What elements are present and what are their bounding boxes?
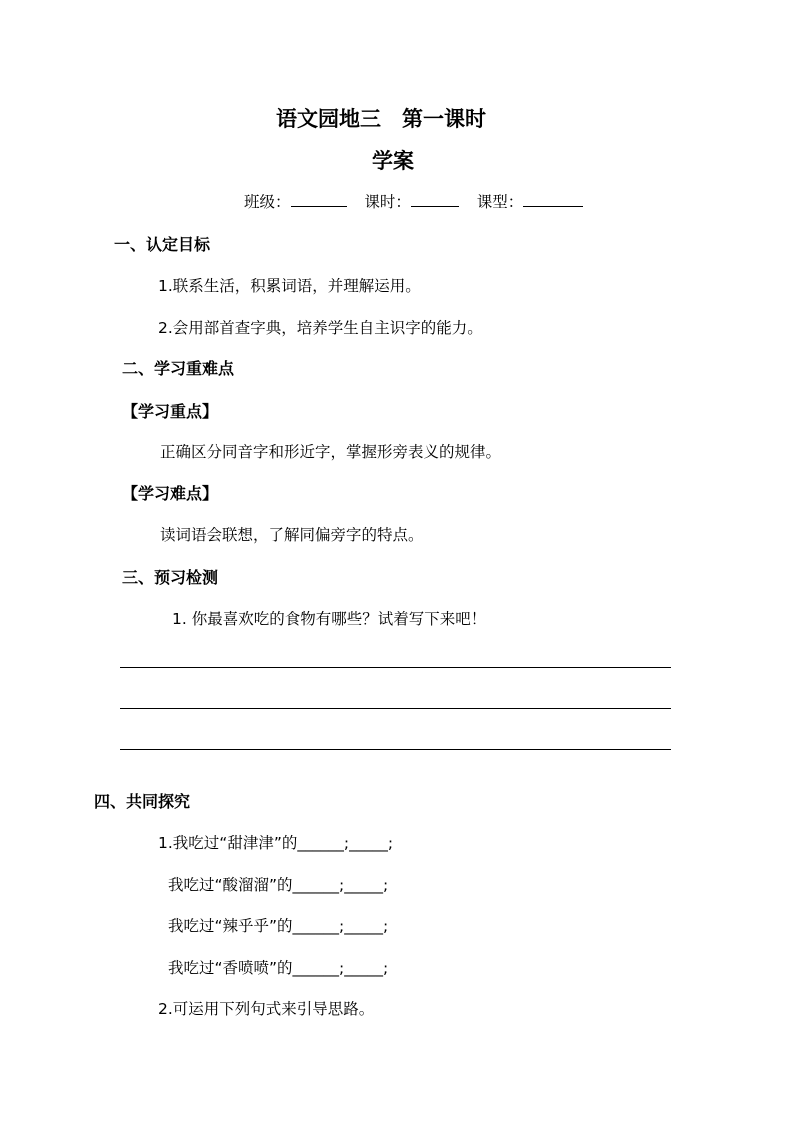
class-blank[interactable] [291, 192, 347, 207]
explore-item-2: 2.可运用下列句式来引导思路。 [158, 1000, 375, 1018]
section1-heading: 一、认定目标 [114, 235, 211, 254]
document-title: 语文园地三 第一课时 [276, 106, 486, 131]
section4-heading: 四、共同探究 [94, 792, 191, 811]
period-label: 课时： [364, 193, 411, 211]
goal-item-1: 1.联系生活，积累词语，并理解运用。 [158, 277, 421, 295]
document-subtitle: 学案 [372, 148, 414, 173]
explore-line-3: 我吃过“辣乎乎”的______;_____; [168, 917, 389, 935]
key-point-text: 正确区分同音字和形近字，掌握形旁表义的规律。 [160, 443, 502, 461]
preview-question: 1. 你最喜欢吃的食物有哪些？试着写下来吧！ [172, 610, 487, 628]
explore-line-2: 我吃过“酸溜溜”的______;_____; [168, 876, 389, 894]
type-blank[interactable] [523, 192, 583, 207]
explore-line-4: 我吃过“香喷喷”的______;_____; [168, 959, 389, 977]
key-point-label: 【学习重点】 [122, 402, 219, 421]
class-label: 班级： [244, 193, 291, 211]
answer-line-2[interactable] [120, 708, 671, 709]
section3-heading: 三、预习检测 [122, 568, 219, 587]
answer-line-3[interactable] [120, 749, 671, 750]
difficult-point-text: 读词语会联想，了解同偏旁字的特点。 [160, 526, 424, 544]
answer-line-1[interactable] [120, 667, 671, 668]
meta-row [244, 190, 583, 212]
period-blank[interactable] [411, 192, 459, 207]
goal-item-2: 2.会用部首查字典，培养学生自主识字的能力。 [158, 319, 483, 337]
section2-heading: 二、学习重难点 [122, 359, 235, 378]
difficult-point-label: 【学习难点】 [122, 484, 219, 503]
type-label: 课型： [476, 193, 524, 211]
explore-line-1: 1.我吃过“甜津津”的______;_____; [158, 834, 394, 852]
